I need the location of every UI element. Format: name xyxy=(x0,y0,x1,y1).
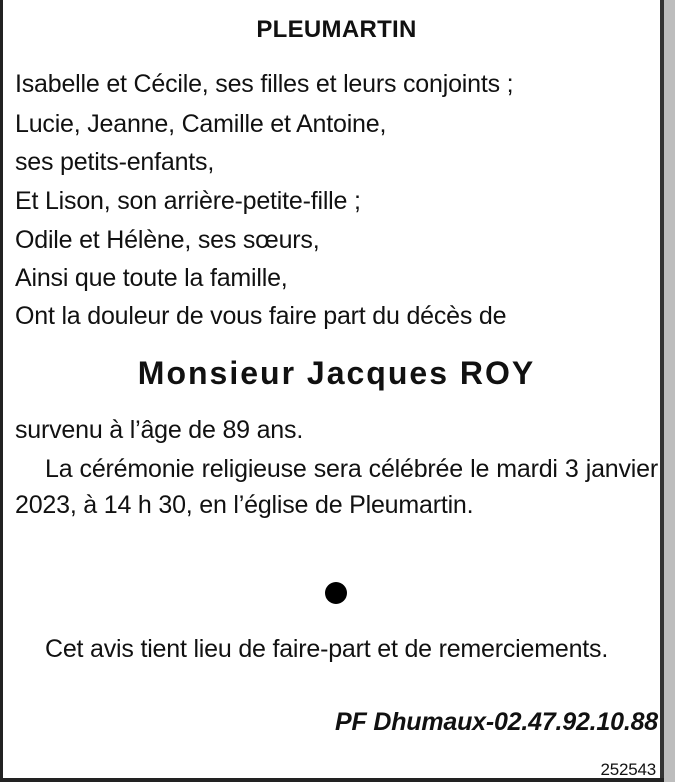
frame-bottom-border xyxy=(0,778,664,782)
family-line: Ainsi que toute la famille, xyxy=(15,264,288,292)
family-line: Isabelle et Cécile, ses filles et leurs conjoints ; xyxy=(15,70,514,98)
family-line: Odile et Hélène, ses sœurs, xyxy=(15,226,320,254)
page-margin-shade xyxy=(664,0,675,782)
family-line: Lucie, Jeanne, Camille et Antoine, xyxy=(15,110,387,138)
family-line: Ont la douleur de vous faire part du décès de xyxy=(15,302,507,330)
closing-paragraph: Cet avis tient lieu de faire-part et de remerciements. xyxy=(45,635,609,663)
separator-bullet xyxy=(325,582,347,604)
ceremony-paragraph: La cérémonie religieuse sera célébrée le mardi 3 janvier 2023, à 14 h 30, en l’église de Pleumartin. xyxy=(15,455,658,519)
funeral-home-contact: PF Dhumaux-02.47.92.10.88 xyxy=(335,708,658,736)
town-heading: PLEUMARTIN xyxy=(256,16,417,43)
deceased-name: Monsieur Jacques ROY xyxy=(137,355,536,391)
age-line: survenu à l’âge de 89 ans. xyxy=(15,416,304,444)
family-line: ses petits-enfants, xyxy=(15,148,215,176)
frame-left-border xyxy=(0,0,3,782)
family-line: Et Lison, son arrière-petite-fille ; xyxy=(15,187,361,215)
notice-reference: 252543 xyxy=(600,760,656,779)
